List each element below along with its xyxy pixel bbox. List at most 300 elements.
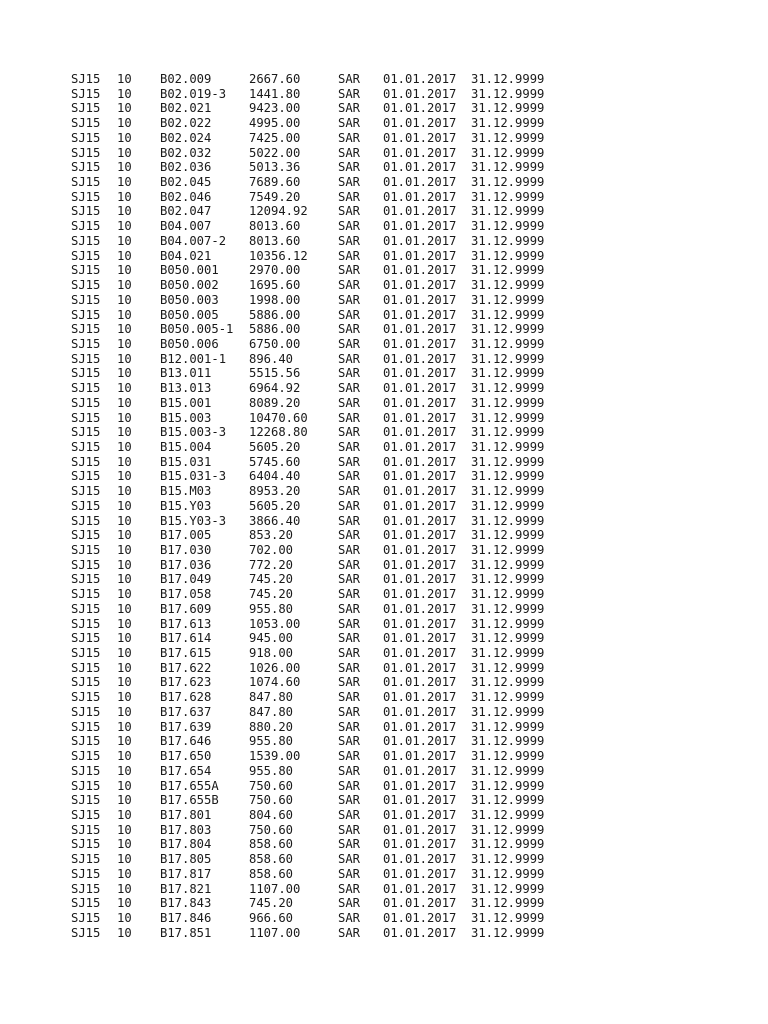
plant-code-cell: SJ15 [71,513,101,528]
plant-code-cell: SJ15 [71,484,101,499]
valid-to-cell: 31.12.9999 [471,690,545,705]
item-code-cell: B15.003-3 [160,425,227,440]
table-row [71,278,671,293]
currency-cell: SAR [338,631,361,646]
plant-code-cell: SJ15 [71,204,101,219]
valid-from-cell: 01.01.2017 [383,498,457,513]
price-cell: 6750.00 [249,336,301,351]
price-cell: 5013.36 [249,160,301,175]
price-cell: 858.60 [249,866,294,881]
qty-cell: 10 [117,219,132,234]
price-cell: 12268.80 [249,425,308,440]
valid-from-cell: 01.01.2017 [383,263,457,278]
plant-code-cell: SJ15 [71,734,101,749]
valid-from-cell: 01.01.2017 [383,910,457,925]
currency-cell: SAR [338,557,361,572]
table-row [71,204,671,219]
valid-to-cell: 31.12.9999 [471,910,545,925]
plant-code-cell: SJ15 [71,601,101,616]
table-row [71,72,671,87]
table-row [71,484,671,499]
valid-to-cell: 31.12.9999 [471,130,545,145]
price-cell: 1998.00 [249,292,301,307]
plant-code-cell: SJ15 [71,454,101,469]
valid-from-cell: 01.01.2017 [383,852,457,867]
price-cell: 1441.80 [249,86,301,101]
qty-cell: 10 [117,484,132,499]
currency-cell: SAR [338,175,361,190]
currency-cell: SAR [338,292,361,307]
valid-from-cell: 01.01.2017 [383,86,457,101]
qty-cell: 10 [117,366,132,381]
qty-cell: 10 [117,837,132,852]
plant-code-cell: SJ15 [71,498,101,513]
price-cell: 1074.60 [249,675,301,690]
table-row [71,587,671,602]
price-cell: 5886.00 [249,307,301,322]
valid-to-cell: 31.12.9999 [471,425,545,440]
qty-cell: 10 [117,646,132,661]
qty-cell: 10 [117,160,132,175]
currency-cell: SAR [338,366,361,381]
qty-cell: 10 [117,896,132,911]
table-row [71,425,671,440]
valid-to-cell: 31.12.9999 [471,866,545,881]
price-cell: 945.00 [249,631,294,646]
plant-code-cell: SJ15 [71,646,101,661]
price-cell: 4995.00 [249,116,301,131]
valid-to-cell: 31.12.9999 [471,263,545,278]
plant-code-cell: SJ15 [71,130,101,145]
item-code-cell: B15.031 [160,454,212,469]
valid-to-cell: 31.12.9999 [471,631,545,646]
item-code-cell: B17.655A [160,778,219,793]
table-row [71,175,671,190]
valid-from-cell: 01.01.2017 [383,307,457,322]
valid-to-cell: 31.12.9999 [471,660,545,675]
price-cell: 7549.20 [249,189,301,204]
table-row [71,116,671,131]
qty-cell: 10 [117,513,132,528]
currency-cell: SAR [338,690,361,705]
table-row [71,646,671,661]
item-code-cell: B17.801 [160,807,212,822]
item-code-cell: B17.005 [160,528,212,543]
valid-to-cell: 31.12.9999 [471,101,545,116]
qty-cell: 10 [117,793,132,808]
price-cell: 5745.60 [249,454,301,469]
currency-cell: SAR [338,601,361,616]
plant-code-cell: SJ15 [71,690,101,705]
plant-code-cell: SJ15 [71,866,101,881]
item-code-cell: B17.637 [160,704,212,719]
valid-to-cell: 31.12.9999 [471,322,545,337]
plant-code-cell: SJ15 [71,660,101,675]
item-code-cell: B17.804 [160,837,212,852]
currency-cell: SAR [338,425,361,440]
price-cell: 8953.20 [249,484,301,499]
valid-to-cell: 31.12.9999 [471,837,545,852]
price-cell: 8013.60 [249,219,301,234]
plant-code-cell: SJ15 [71,175,101,190]
valid-from-cell: 01.01.2017 [383,366,457,381]
plant-code-cell: SJ15 [71,896,101,911]
plant-code-cell: SJ15 [71,807,101,822]
item-code-cell: B15.003 [160,410,212,425]
price-cell: 10470.60 [249,410,308,425]
price-cell: 1026.00 [249,660,301,675]
item-code-cell: B17.655B [160,793,219,808]
valid-from-cell: 01.01.2017 [383,278,457,293]
table-row [71,455,671,470]
item-code-cell: B17.609 [160,601,212,616]
item-code-cell: B17.821 [160,881,212,896]
valid-from-cell: 01.01.2017 [383,925,457,940]
valid-from-cell: 01.01.2017 [383,513,457,528]
plant-code-cell: SJ15 [71,86,101,101]
qty-cell: 10 [117,322,132,337]
table-row [71,631,671,646]
item-code-cell: B17.622 [160,660,212,675]
item-code-cell: B17.654 [160,763,212,778]
valid-from-cell: 01.01.2017 [383,866,457,881]
price-cell: 8089.20 [249,395,301,410]
qty-cell: 10 [117,910,132,925]
item-code-cell: B17.817 [160,866,212,881]
valid-from-cell: 01.01.2017 [383,116,457,131]
valid-from-cell: 01.01.2017 [383,528,457,543]
table-row [71,896,671,911]
valid-from-cell: 01.01.2017 [383,204,457,219]
price-cell: 12094.92 [249,204,308,219]
table-row [71,308,671,323]
table-row [71,249,671,264]
table-row [71,219,671,234]
qty-cell: 10 [117,145,132,160]
plant-code-cell: SJ15 [71,719,101,734]
qty-cell: 10 [117,557,132,572]
price-cell: 1695.60 [249,278,301,293]
table-row [71,234,671,249]
qty-cell: 10 [117,498,132,513]
price-cell: 966.60 [249,910,294,925]
price-cell: 5515.56 [249,366,301,381]
price-cell: 2970.00 [249,263,301,278]
price-cell: 880.20 [249,719,294,734]
plant-code-cell: SJ15 [71,778,101,793]
valid-from-cell: 01.01.2017 [383,189,457,204]
qty-cell: 10 [117,86,132,101]
valid-from-cell: 01.01.2017 [383,454,457,469]
plant-code-cell: SJ15 [71,307,101,322]
item-code-cell: B15.Y03 [160,498,212,513]
valid-to-cell: 31.12.9999 [471,719,545,734]
price-cell: 5605.20 [249,439,301,454]
price-cell: 10356.12 [249,248,308,263]
qty-cell: 10 [117,660,132,675]
valid-from-cell: 01.01.2017 [383,572,457,587]
item-code-cell: B17.646 [160,734,212,749]
qty-cell: 10 [117,278,132,293]
qty-cell: 10 [117,469,132,484]
item-code-cell: B17.623 [160,675,212,690]
valid-to-cell: 31.12.9999 [471,366,545,381]
price-cell: 858.60 [249,852,294,867]
plant-code-cell: SJ15 [71,631,101,646]
currency-cell: SAR [338,116,361,131]
valid-to-cell: 31.12.9999 [471,307,545,322]
qty-cell: 10 [117,410,132,425]
qty-cell: 10 [117,381,132,396]
item-code-cell: B15.M03 [160,484,212,499]
currency-cell: SAR [338,439,361,454]
valid-to-cell: 31.12.9999 [471,116,545,131]
item-code-cell: B17.615 [160,646,212,661]
item-code-cell: B02.047 [160,204,212,219]
currency-cell: SAR [338,101,361,116]
price-cell: 847.80 [249,704,294,719]
valid-from-cell: 01.01.2017 [383,896,457,911]
currency-cell: SAR [338,734,361,749]
plant-code-cell: SJ15 [71,336,101,351]
qty-cell: 10 [117,101,132,116]
item-code-cell: B02.036 [160,160,212,175]
qty-cell: 10 [117,425,132,440]
currency-cell: SAR [338,675,361,690]
valid-to-cell: 31.12.9999 [471,646,545,661]
item-code-cell: B17.805 [160,852,212,867]
table-row [71,661,671,676]
plant-code-cell: SJ15 [71,616,101,631]
table-row [71,690,671,705]
valid-to-cell: 31.12.9999 [471,616,545,631]
plant-code-cell: SJ15 [71,145,101,160]
plant-code-cell: SJ15 [71,395,101,410]
valid-from-cell: 01.01.2017 [383,793,457,808]
valid-from-cell: 01.01.2017 [383,778,457,793]
valid-to-cell: 31.12.9999 [471,145,545,160]
currency-cell: SAR [338,381,361,396]
item-code-cell: B02.022 [160,116,212,131]
valid-to-cell: 31.12.9999 [471,587,545,602]
currency-cell: SAR [338,278,361,293]
table-row [71,705,671,720]
valid-to-cell: 31.12.9999 [471,248,545,263]
item-code-cell: B15.004 [160,439,212,454]
currency-cell: SAR [338,410,361,425]
valid-to-cell: 31.12.9999 [471,292,545,307]
valid-to-cell: 31.12.9999 [471,381,545,396]
price-cell: 7425.00 [249,130,301,145]
currency-cell: SAR [338,86,361,101]
price-cell: 1053.00 [249,616,301,631]
table-row [71,852,671,867]
valid-from-cell: 01.01.2017 [383,72,457,86]
valid-from-cell: 01.01.2017 [383,292,457,307]
currency-cell: SAR [338,469,361,484]
table-row [71,837,671,852]
table-row [71,263,671,278]
valid-to-cell: 31.12.9999 [471,513,545,528]
item-code-cell: B050.005 [160,307,219,322]
price-cell: 750.60 [249,793,294,808]
valid-from-cell: 01.01.2017 [383,557,457,572]
valid-from-cell: 01.01.2017 [383,881,457,896]
table-row [71,87,671,102]
item-code-cell: B02.021 [160,101,212,116]
valid-to-cell: 31.12.9999 [471,793,545,808]
table-row [71,543,671,558]
table-row [71,396,671,411]
valid-to-cell: 31.12.9999 [471,528,545,543]
plant-code-cell: SJ15 [71,72,101,86]
plant-code-cell: SJ15 [71,278,101,293]
item-code-cell: B050.006 [160,336,219,351]
currency-cell: SAR [338,822,361,837]
valid-from-cell: 01.01.2017 [383,160,457,175]
currency-cell: SAR [338,189,361,204]
currency-cell: SAR [338,660,361,675]
valid-to-cell: 31.12.9999 [471,395,545,410]
item-code-cell: B13.011 [160,366,212,381]
currency-cell: SAR [338,763,361,778]
valid-from-cell: 01.01.2017 [383,233,457,248]
item-code-cell: B13.013 [160,381,212,396]
valid-to-cell: 31.12.9999 [471,160,545,175]
table-row [71,911,671,926]
valid-to-cell: 31.12.9999 [471,484,545,499]
qty-cell: 10 [117,572,132,587]
item-code-cell: B17.030 [160,543,212,557]
plant-code-cell: SJ15 [71,837,101,852]
valid-from-cell: 01.01.2017 [383,145,457,160]
valid-to-cell: 31.12.9999 [471,439,545,454]
valid-to-cell: 31.12.9999 [471,543,545,557]
currency-cell: SAR [338,616,361,631]
item-code-cell: B15.001 [160,395,212,410]
valid-to-cell: 31.12.9999 [471,704,545,719]
price-cell: 918.00 [249,646,294,661]
price-cell: 1539.00 [249,749,301,764]
item-code-cell: B17.639 [160,719,212,734]
plant-code-cell: SJ15 [71,675,101,690]
qty-cell: 10 [117,130,132,145]
currency-cell: SAR [338,866,361,881]
table-row [71,793,671,808]
item-code-cell: B050.002 [160,278,219,293]
currency-cell: SAR [338,646,361,661]
valid-to-cell: 31.12.9999 [471,557,545,572]
table-row [71,808,671,823]
price-cell: 896.40 [249,351,294,366]
table-row [71,322,671,337]
plant-code-cell: SJ15 [71,822,101,837]
valid-to-cell: 31.12.9999 [471,763,545,778]
price-cell: 2667.60 [249,72,301,86]
qty-cell: 10 [117,749,132,764]
item-code-cell: B17.846 [160,910,212,925]
valid-to-cell: 31.12.9999 [471,72,545,86]
table-row [71,926,671,941]
currency-cell: SAR [338,263,361,278]
qty-cell: 10 [117,189,132,204]
valid-from-cell: 01.01.2017 [383,484,457,499]
valid-to-cell: 31.12.9999 [471,351,545,366]
price-list-table [71,72,671,940]
table-row [71,764,671,779]
table-row [71,131,671,146]
qty-cell: 10 [117,292,132,307]
valid-to-cell: 31.12.9999 [471,807,545,822]
table-row [71,617,671,632]
qty-cell: 10 [117,719,132,734]
plant-code-cell: SJ15 [71,910,101,925]
qty-cell: 10 [117,866,132,881]
item-code-cell: B02.009 [160,72,212,86]
qty-cell: 10 [117,778,132,793]
table-row [71,602,671,617]
qty-cell: 10 [117,690,132,705]
table-row [71,749,671,764]
valid-to-cell: 31.12.9999 [471,822,545,837]
item-code-cell: B02.024 [160,130,212,145]
currency-cell: SAR [338,793,361,808]
plant-code-cell: SJ15 [71,439,101,454]
table-row [71,528,671,543]
valid-to-cell: 31.12.9999 [471,454,545,469]
qty-cell: 10 [117,601,132,616]
currency-cell: SAR [338,454,361,469]
price-cell: 3866.40 [249,513,301,528]
valid-to-cell: 31.12.9999 [471,675,545,690]
valid-to-cell: 31.12.9999 [471,204,545,219]
item-code-cell: B02.032 [160,145,212,160]
price-cell: 750.60 [249,822,294,837]
currency-cell: SAR [338,484,361,499]
valid-from-cell: 01.01.2017 [383,807,457,822]
valid-from-cell: 01.01.2017 [383,439,457,454]
table-row [71,352,671,367]
price-cell: 7689.60 [249,175,301,190]
currency-cell: SAR [338,72,361,86]
table-row [71,734,671,749]
qty-cell: 10 [117,807,132,822]
price-cell: 745.20 [249,896,294,911]
plant-code-cell: SJ15 [71,469,101,484]
price-cell: 847.80 [249,690,294,705]
qty-cell: 10 [117,704,132,719]
plant-code-cell: SJ15 [71,381,101,396]
price-cell: 955.80 [249,763,294,778]
qty-cell: 10 [117,528,132,543]
currency-cell: SAR [338,233,361,248]
currency-cell: SAR [338,896,361,911]
price-cell: 804.60 [249,807,294,822]
valid-to-cell: 31.12.9999 [471,469,545,484]
valid-from-cell: 01.01.2017 [383,675,457,690]
currency-cell: SAR [338,130,361,145]
item-code-cell: B15.Y03-3 [160,513,227,528]
price-cell: 955.80 [249,734,294,749]
item-code-cell: B050.005-1 [160,322,234,337]
plant-code-cell: SJ15 [71,749,101,764]
item-code-cell: B15.031-3 [160,469,227,484]
valid-to-cell: 31.12.9999 [471,175,545,190]
valid-to-cell: 31.12.9999 [471,881,545,896]
valid-from-cell: 01.01.2017 [383,219,457,234]
valid-from-cell: 01.01.2017 [383,734,457,749]
valid-to-cell: 31.12.9999 [471,336,545,351]
